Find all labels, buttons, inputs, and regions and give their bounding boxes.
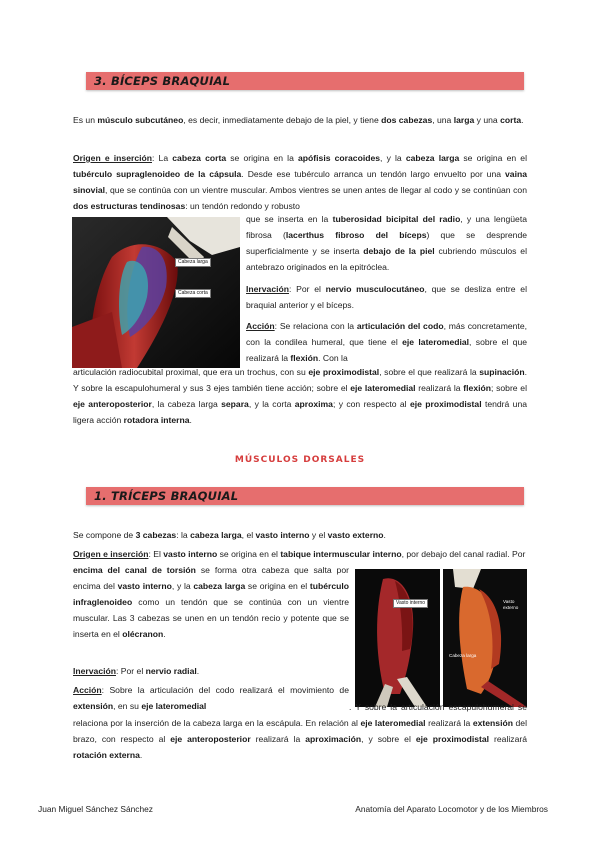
triceps-intro: Se compone de 3 cabezas: la cabeza larga, el vasto interno y el vasto externo. bbox=[73, 530, 386, 540]
triceps-illustration-left bbox=[355, 569, 440, 707]
biceps-origin-cont: que se inserta en la tuberosidad bicipital del radio, y una lengüeta fibrosa (lacerthus fibroso del bíceps) que se desprende superficialmente y se inserta debajo de la piel cubriendo músculos el antebrazo originados en la epitróclea. bbox=[246, 214, 528, 272]
biceps-action: Acción: Se relaciona con la articulación del codo, más concretamente, con la condilea humeral, que tiene el eje lateromedial, sobre el que realizará la flexión. Con la bbox=[246, 321, 528, 363]
biceps-origin-full: Origen e inserción: La cabeza corta se origina en la apófisis coracoides, y la cabeza larga se origina en el tubérculo supraglenoideo de la cápsula. Desde ese tubérculo arranca un tendón largo envuelto por una vaina sinovial, que se continúa con un vientre muscular. Ambos vientres se unen antes de llegar al codo y se continúan con dos estructuras tendinosas: un tendón redondo y robusto bbox=[73, 153, 527, 211]
biceps-illustration bbox=[72, 217, 240, 368]
label-vasto-interno: Vasto interno bbox=[393, 599, 428, 608]
biceps-nerve: Inervación: Por el nervio musculocutáneo, que se desliza entre el braquial anterior y el bíceps. bbox=[246, 284, 527, 310]
footer-subject: Anatomía del Aparato Locomotor y de los Miembros bbox=[355, 804, 548, 814]
label-vasto-externo: Vasto externo bbox=[503, 599, 519, 610]
label-short-head: Cabeza corta bbox=[175, 289, 211, 298]
section-title-biceps bbox=[86, 72, 524, 90]
biceps-action-cont: articulación radiocubital proximal, que era un trochus, con su eje proximodistal, sobre el que realizará la supinación. Y sobre la escapulohumeral y sus 3 ejes también tiene acción; sobre el eje lateromedial realizará la flexión; sobre el eje anteroposterior, la cabeza larga separa, y la corta aproxima; y con respecto al eje proximodistal tendrá una ligera acción rotadora interna. bbox=[73, 367, 528, 425]
triceps-nerve: Inervación: Por el nervio radial. bbox=[73, 666, 200, 676]
section-title-triceps bbox=[86, 487, 524, 505]
biceps-image bbox=[72, 217, 240, 368]
biceps-intro: Es un músculo subcutáneo, es decir, inmediatamente debajo de la piel, y tiene dos cabezas, una larga y una corta. bbox=[73, 115, 524, 125]
triceps-origin: Origen e inserción: El vasto interno se origina en el tabique intermuscular interno, por debajo del canal radial. Por bbox=[73, 549, 526, 559]
label-long-head: Cabeza larga bbox=[175, 258, 211, 267]
footer-author: Juan Miguel Sánchez Sánchez bbox=[38, 804, 153, 814]
triceps-action: Acción: Sobre la articulación del codo realizará el movimiento de extensión, en su eje lateromedial bbox=[73, 685, 349, 711]
label-cabeza-larga: Cabeza larga bbox=[449, 653, 477, 658]
triceps-origin-cont: encima del canal de torsión se forma otra cabeza que salta por encima del vasto interno, y la cabeza larga se origina en el tubérculo infraglenoideo como un tendón que se continúa con un vientre muscular. Las 3 cabezas se unen en un tendón recio y potente que se inserta en el olécranon. bbox=[73, 565, 350, 639]
section-title-text: 3. BÍCEPS BRAQUIAL bbox=[94, 74, 231, 88]
triceps-illustration-right bbox=[443, 569, 527, 707]
dorsal-muscles-heading: MÚSCULOS DORSALES bbox=[234, 455, 366, 465]
triceps-image-left bbox=[355, 569, 440, 707]
section-title-text: 1. TRÍCEPS BRAQUIAL bbox=[94, 489, 239, 503]
triceps-action-cont: . Y sobre la articulación escapulohumeral se relaciona por la inserción de la cabeza larga en la escápula. En relación al eje lateromedial realizará la extensión del brazo, con respecto al eje anteroposterior realizará la aproximación, y sobre el eje proximodistal realizará rotación externa. bbox=[73, 702, 527, 760]
triceps-image-right bbox=[443, 569, 527, 707]
